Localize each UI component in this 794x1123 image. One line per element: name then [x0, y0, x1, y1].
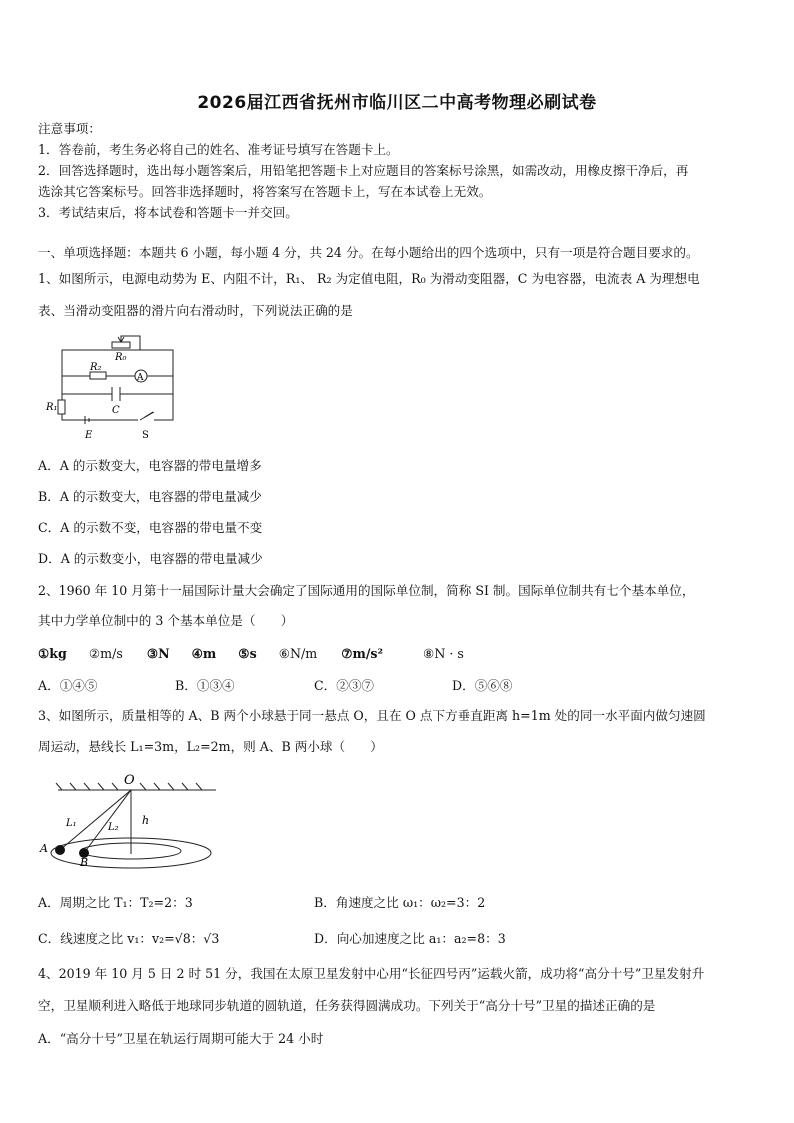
- unit-item: ⑥N/m: [278, 646, 318, 661]
- label-h: h: [142, 814, 150, 827]
- option: A．A 的示数变大，电容器的带电量增多: [38, 458, 262, 473]
- option: B．角速度之比 ω₁：ω₂=3：2: [314, 895, 486, 910]
- question-3-text: 周运动，悬线长 L₁=3m，L₂=2m，则 A、B 两小球（ ）: [38, 739, 383, 754]
- circuit-diagram: [40, 328, 190, 443]
- label-switch: S: [142, 430, 149, 441]
- label-a: A: [40, 842, 48, 855]
- unit-item: ⑦m/s²: [341, 646, 384, 661]
- question-1-text: 表、当滑动变阻器的滑片向右滑动时，下列说法正确的是: [38, 303, 353, 318]
- question-4-text: 4、2019 年 10 月 5 日 2 时 51 分，我国在太原卫星发射中心用“长征四号丙”运载火箭，成功将“高分十号”卫星发射升: [38, 966, 705, 981]
- option: B．A 的示数变大，电容器的带电量减少: [38, 489, 262, 504]
- unit-item: ⑧N · s: [423, 646, 464, 661]
- label-r2: R₂: [90, 362, 102, 373]
- pendulum-diagram: [38, 770, 218, 870]
- unit-list: [38, 646, 482, 661]
- option: A．周期之比 T₁：T₂=2：3: [38, 895, 193, 910]
- option: C．线速度之比 v₁：v₂=√8：√3: [38, 931, 220, 946]
- notice-item: 1．答卷前，考生务必将自己的姓名、准考证号填写在答题卡上。: [38, 142, 399, 157]
- label-o: O: [124, 773, 135, 788]
- notice-heading: 注意事项：: [38, 121, 101, 136]
- option: C．A 的示数不变，电容器的带电量不变: [38, 520, 263, 535]
- unit-item: ①kg: [38, 646, 67, 661]
- label-ammeter: A: [137, 373, 144, 383]
- unit-item: ③N: [146, 646, 170, 661]
- question-4-text: 空，卫星顺利进入略低于地球同步轨道的圆轨道，任务获得圆满成功。下列关于“高分十号”卫星的描述正确的是: [38, 998, 656, 1013]
- question-3-text: 3、如图所示，质量相等的 A、B 两个小球悬于同一悬点 O，且在 O 点下方垂直距离 h=1m 处的同一水平面内做匀速圆: [38, 708, 706, 723]
- notice-item: 选涂其它答案标号。回答非选择题时，将答案写在答题卡上，写在本试卷上无效。: [38, 184, 492, 199]
- label-l2: L₂: [108, 822, 119, 833]
- option: D．向心加速度之比 a₁：a₂=8：3: [314, 931, 506, 946]
- unit-item: ⑤s: [238, 646, 257, 661]
- unit-item: ②m/s: [88, 646, 123, 661]
- label-r1: R₁: [46, 402, 58, 413]
- label-r0: R₀: [115, 352, 127, 363]
- option: B．①③④: [175, 678, 235, 693]
- option: D．A 的示数变小，电容器的带电量减少: [38, 551, 263, 566]
- notice-item: 3．考试结束后，将本试卷和答题卡一并交回。: [38, 205, 298, 220]
- label-capacitor: C: [112, 405, 120, 416]
- ball-a: [55, 845, 65, 855]
- label-l1: L₁: [66, 818, 77, 829]
- question-1-text: 1、如图所示，电源电动势为 E、内阻不计，R₁、 R₂ 为定值电阻，R₀ 为滑动变阻器，C 为电容器，电流表 A 为理想电: [38, 271, 700, 286]
- option: D．⑤⑥⑧: [452, 678, 513, 693]
- question-2-text: 其中力学单位制中的 3 个基本单位是（ ）: [38, 613, 294, 628]
- section-heading: 一、单项选择题：本题共 6 小题，每小题 4 分，共 24 分。在每小题给出的四个选项中，只有一项是符合题目要求的。: [38, 245, 699, 260]
- unit-item: ④m: [191, 646, 217, 661]
- label-emf: E: [85, 430, 93, 441]
- notice-item: 2．回答选择题时，选出每小题答案后，用铅笔把答题卡上对应题目的答案标号涂黑，如需改动，用橡皮擦干净后，再: [38, 163, 689, 178]
- label-b: B: [80, 856, 89, 869]
- question-2-text: 2、1960 年 10 月第十一届国际计量大会确定了国际通用的国际单位制，简称 SI 制。国际单位制共有七个基本单位，: [38, 583, 695, 598]
- page-title: 2026届江西省抚州市临川区二中高考物理必刷试卷: [197, 93, 597, 113]
- option: C．②③⑦: [314, 678, 375, 693]
- option: A．①④⑤: [38, 678, 98, 693]
- option: A．“高分十号”卫星在轨运行周期可能大于 24 小时: [38, 1031, 324, 1046]
